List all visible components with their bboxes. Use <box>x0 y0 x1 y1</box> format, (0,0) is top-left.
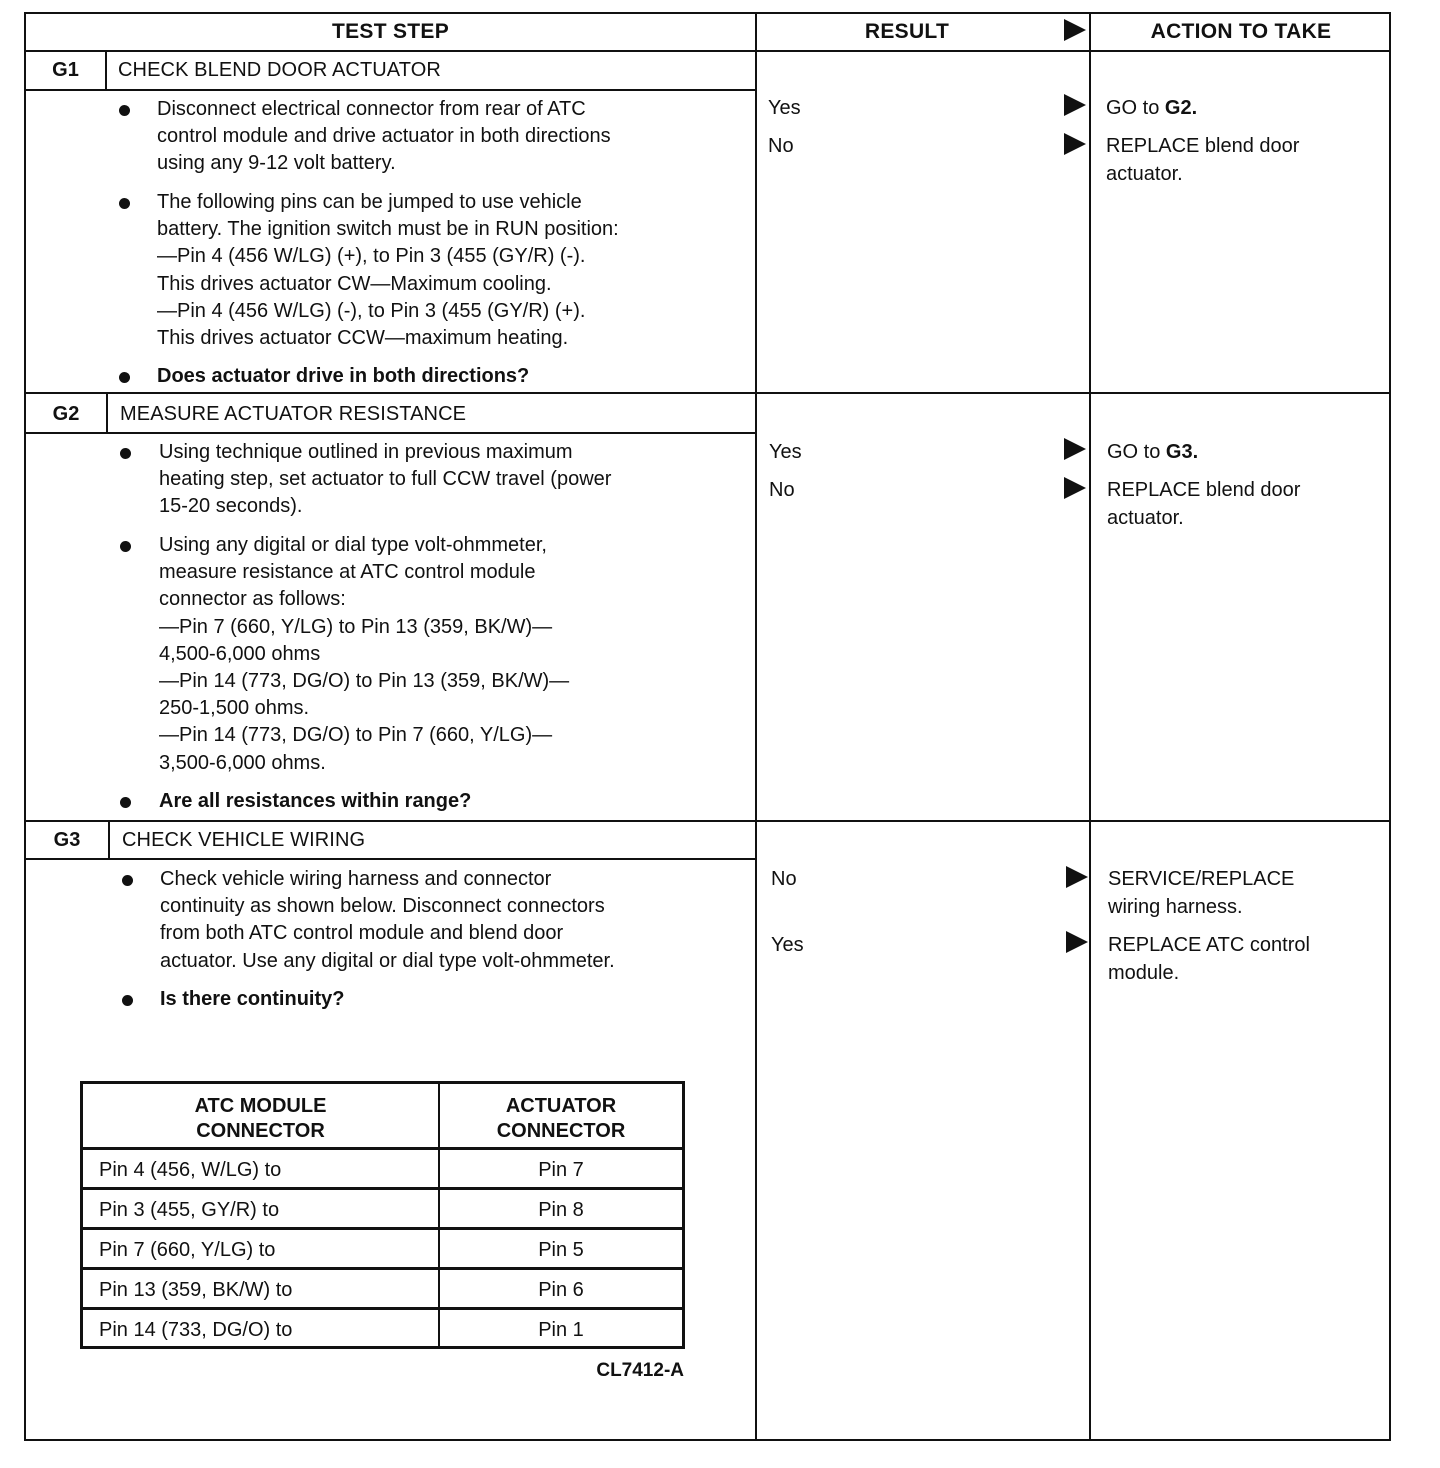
bullet-dot <box>120 448 131 459</box>
connector-table <box>80 1081 685 1349</box>
connector-table-row-divider <box>83 1307 682 1310</box>
step-title-g3: CHECK VEHICLE WIRING <box>122 829 366 851</box>
text-line: —Pin 7 (660, Y/LG) to Pin 13 (359, BK/W)— <box>159 615 553 638</box>
step-reference: G2. <box>1164 97 1198 119</box>
g2-bullet-2 <box>159 532 724 777</box>
g1-bullet-1 <box>157 96 722 178</box>
text-line: —Pin 14 (773, DG/O) to Pin 13 (359, BK/W)— <box>159 670 570 693</box>
g1-result-no: No <box>768 135 794 157</box>
g1-question <box>157 363 722 390</box>
text-line: This drives actuator CCW—maximum heating. <box>157 327 569 350</box>
connector-table-row-divider <box>83 1187 682 1190</box>
connector-table-header-actuator <box>440 1094 682 1144</box>
g1-action-yes <box>1106 95 1197 123</box>
figure-id: CL7412-A <box>596 1360 684 1381</box>
g2-result-yes: Yes <box>769 441 802 463</box>
result-arrow-icon <box>1066 931 1088 953</box>
text-line: —Pin 4 (456 W/LG) (-), to Pin 3 (455 (GY/R) (+). <box>157 299 586 322</box>
text-line: from both ATC control module and blend door <box>160 922 564 945</box>
action-text: SERVICE/REPLACE <box>1108 868 1295 890</box>
header-line: CONNECTOR <box>496 1120 626 1142</box>
bullet-dot <box>122 995 133 1006</box>
action-text: actuator. <box>1106 162 1183 185</box>
action-text: wiring harness. <box>1108 895 1243 918</box>
step-id-g2: G2 <box>52 403 80 425</box>
step-title-g2: MEASURE ACTUATOR RESISTANCE <box>120 403 467 425</box>
g2-bullet-1 <box>159 439 724 521</box>
connector-cell-atc: Pin 14 (733, DG/O) to <box>99 1319 293 1341</box>
g1-result-yes: Yes <box>768 97 801 119</box>
header-test-step: TEST STEP <box>331 20 450 43</box>
action-text: actuator. <box>1107 506 1184 529</box>
step-reference: G3. <box>1165 441 1199 463</box>
result-arrow-icon <box>1064 477 1086 499</box>
g3-result-yes: Yes <box>771 934 804 956</box>
bullet-dot <box>120 797 131 808</box>
connector-cell-actuator: Pin 7 <box>538 1159 584 1181</box>
result-arrow-icon <box>1064 438 1086 460</box>
result-arrow-icon <box>1064 133 1086 155</box>
text-line: —Pin 14 (773, DG/O) to Pin 7 (660, Y/LG)— <box>159 724 553 747</box>
text-line: Using any digital or dial type volt-ohmmeter, <box>159 534 547 556</box>
action-text: REPLACE blend door <box>1106 135 1300 157</box>
action-text: GO to <box>1106 97 1165 119</box>
header-result: RESULT <box>864 20 950 43</box>
connector-cell-atc: Pin 4 (456, W/LG) to <box>99 1159 282 1181</box>
g3-bullet-1 <box>160 866 725 975</box>
text-line: 15-20 seconds). <box>159 495 303 518</box>
result-arrow-icon <box>1064 94 1086 116</box>
connector-cell-atc: Pin 13 (359, BK/W) to <box>99 1279 293 1301</box>
g2-action-yes <box>1107 439 1198 467</box>
header-divider <box>24 50 1391 52</box>
text-line: 4,500-6,000 ohms <box>159 642 321 665</box>
header-arrow-icon <box>1064 19 1086 41</box>
connector-cell-actuator: Pin 5 <box>538 1239 584 1261</box>
column-divider-result <box>755 12 757 1441</box>
text-line: Disconnect electrical connector from rear of ATC <box>157 98 586 120</box>
text-line: measure resistance at ATC control module <box>159 561 536 584</box>
g1-bottom-divider <box>24 392 1391 394</box>
g1-bullet-2 <box>157 189 722 352</box>
bullet-dot <box>119 105 130 116</box>
text-line: —Pin 4 (456 W/LG) (+), to Pin 3 (455 (GY/R) (-). <box>157 245 586 268</box>
text-line: heating step, set actuator to full CCW travel (power <box>159 468 612 491</box>
text-line: connector as follows: <box>159 588 346 611</box>
text-line: continuity as shown below. Disconnect connectors <box>160 895 605 918</box>
bullet-dot <box>119 198 130 209</box>
action-text: GO to <box>1107 441 1166 463</box>
connector-table-row-divider <box>83 1267 682 1270</box>
action-text: REPLACE ATC control <box>1108 934 1310 956</box>
text-line: using any 9-12 volt battery. <box>157 152 396 175</box>
text-line: Are all resistances within range? <box>159 790 472 812</box>
g2-id-divider <box>106 394 108 434</box>
connector-table-header-atc <box>83 1094 438 1144</box>
header-line: ATC MODULE <box>194 1095 327 1117</box>
g2-question <box>159 788 724 815</box>
connector-cell-atc: Pin 7 (660, Y/LG) to <box>99 1239 276 1261</box>
g1-action-no <box>1106 133 1299 188</box>
g3-question <box>160 986 725 1013</box>
g2-bottom-divider <box>24 820 1391 822</box>
connector-cell-actuator: Pin 6 <box>538 1279 584 1301</box>
g3-id-divider <box>108 822 110 860</box>
text-line: Check vehicle wiring harness and connector <box>160 868 552 890</box>
bullet-dot <box>119 372 130 383</box>
text-line: battery. The ignition switch must be in RUN position: <box>157 218 619 241</box>
g1-title-underline <box>24 89 755 91</box>
g2-title-underline <box>24 432 755 434</box>
g3-title-underline <box>24 858 755 860</box>
text-line: This drives actuator CW—Maximum cooling. <box>157 272 552 295</box>
result-arrow-icon <box>1066 866 1088 888</box>
action-text: module. <box>1108 961 1180 984</box>
step-title-g1: CHECK BLEND DOOR ACTUATOR <box>118 59 441 81</box>
connector-cell-actuator: Pin 8 <box>538 1199 584 1221</box>
text-line: actuator. Use any digital or dial type volt-ohmmeter. <box>160 949 615 972</box>
step-id-g3: G3 <box>53 829 81 851</box>
g2-result-no: No <box>769 479 795 501</box>
connector-cell-actuator: Pin 1 <box>538 1319 584 1341</box>
connector-table-row-divider <box>83 1147 682 1150</box>
header-line: CONNECTOR <box>196 1120 325 1142</box>
text-line: 250-1,500 ohms. <box>159 697 310 720</box>
text-line: Is there continuity? <box>160 988 345 1010</box>
header-line: ACTUATOR <box>505 1095 617 1117</box>
g2-action-no <box>1107 477 1300 532</box>
g1-id-divider <box>105 50 107 91</box>
header-action-to-take: ACTION TO TAKE <box>1150 20 1332 43</box>
text-line: 3,500-6,000 ohms. <box>159 751 326 774</box>
text-line: Using technique outlined in previous maximum <box>159 441 573 463</box>
step-id-g1: G1 <box>52 59 79 81</box>
text-line: The following pins can be jumped to use vehicle <box>157 191 582 213</box>
text-line: control module and drive actuator in both directions <box>157 125 611 148</box>
g3-action-yes <box>1108 932 1310 987</box>
connector-table-row-divider <box>83 1227 682 1230</box>
g3-result-no: No <box>771 868 797 890</box>
bullet-dot <box>122 875 133 886</box>
text-line: Does actuator drive in both directions? <box>157 365 530 387</box>
bullet-dot <box>120 541 131 552</box>
column-divider-action <box>1089 12 1091 1441</box>
connector-cell-atc: Pin 3 (455, GY/R) to <box>99 1199 280 1221</box>
g3-action-no <box>1108 866 1294 921</box>
action-text: REPLACE blend door <box>1107 479 1301 501</box>
